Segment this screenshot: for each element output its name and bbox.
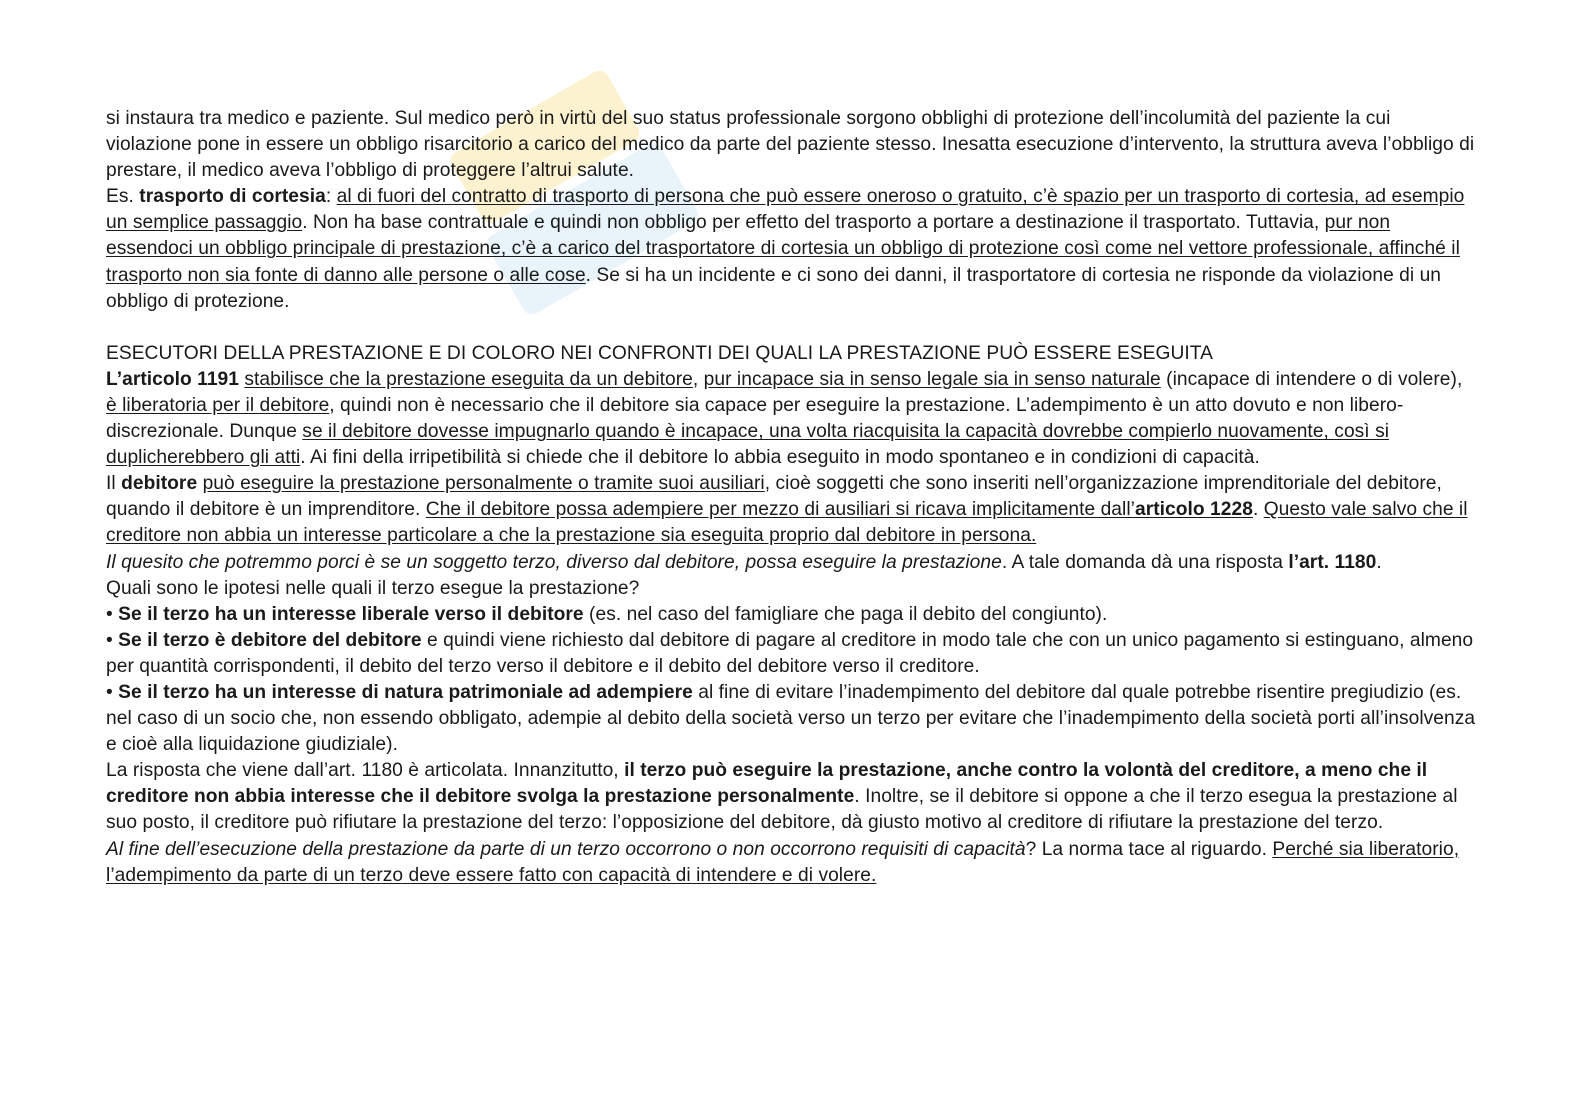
paragraph-1 <box>106 106 1476 184</box>
section-heading <box>106 341 1476 367</box>
text-run: Perché sia liberatorio, l’adempimento da parte di un terzo deve essere fatto con capacità di intendere e di volere. <box>106 838 1460 886</box>
text-run: . Non ha base contrattuale e quindi non obbligo per effetto del trasporto a portare a destinazione il trasportato. Tuttavia, <box>302 212 1325 234</box>
text-run: se il debitore dovesse impugnarlo quando è incapace, una volta riacquisita la capacità dovrebbe compierlo nuovamente, così si duplicherebbero gli atti <box>106 421 1390 469</box>
paragraph-6 <box>106 550 1476 576</box>
text-run: , quindi non è necessario che il debitore sia capace per eseguire la prestazione. L’adempimento è un atto dovuto e non libero-discrezionale. Dunque <box>106 394 1404 443</box>
text-run: trasporto di cortesia <box>139 186 326 208</box>
text-run: (incapace di intendere o di volere), <box>1160 368 1463 390</box>
text-run: è liberatoria per il debitore <box>106 394 330 416</box>
text-run: pur incapace sia in senso legale sia in senso naturale <box>703 368 1161 390</box>
text-run: , <box>692 368 704 390</box>
text-run: . A tale domanda dà una risposta <box>1001 551 1289 573</box>
text-run: l’art. 1180 <box>1288 551 1377 573</box>
text-run: • <box>106 603 119 625</box>
text-run: e quindi viene richiesto dal debitore di pagare al creditore in modo tale che con un unico pagamento si estinguano, almeno per quantità corrispondenti, il debito del terzo verso il debitore e il debito del debitore verso il creditore. <box>106 629 1474 677</box>
text-run: si instaura tra medico e paziente. Sul medico però in virtù del suo status professionale sorgono obblighi di protezione dell’incolumità del paziente la cui violazione pone in essere un obbligo risarcitorio a carico del medico da parte del paziente stesso. Inesatta esecuzione d’intervento, la struttura aveva l’obbligo di prestare, il medico aveva l’obbligo di proteggere l’altrui salute. <box>106 108 1475 182</box>
bullet-item-3 <box>106 680 1476 758</box>
text-run: . Ai fini della irripetibilità si chiede che il debitore lo abbia eseguito in modo spontaneo e in condizioni di capacità. <box>300 447 1260 469</box>
paragraph-4 <box>106 367 1476 471</box>
paragraph-gap <box>106 315 1476 341</box>
text-run: Quali sono le ipotesi nelle quali il terzo esegue la prestazione? <box>106 577 640 599</box>
text-run: Se il terzo ha un interesse di natura patrimoniale ad adempiere <box>118 681 693 703</box>
paragraph-11 <box>106 758 1476 836</box>
text-run: , cioè soggetti che sono inseriti nell’organizzazione imprenditoriale del debitore, quando il debitore è un imprenditore. <box>106 473 1442 521</box>
paragraph-2 <box>106 184 1476 314</box>
text-run: (es. nel caso del famigliare che paga il debito del congiunto). <box>583 603 1108 625</box>
text-run: stabilisce che la prestazione eseguita da un debitore <box>244 368 693 390</box>
text-run: . <box>1252 499 1264 521</box>
text-run: Il quesito che potremmo porci è se un soggetto terzo, diverso dal debitore, possa eseguire la prestazione <box>106 551 1002 573</box>
text-run: Il <box>106 473 122 495</box>
text-run: Se il terzo ha un interesse liberale verso il debitore <box>118 603 584 625</box>
document-body <box>106 106 1476 889</box>
text-run: L’articolo 1191 <box>106 368 239 390</box>
text-run: debitore <box>121 473 198 495</box>
text-run: il terzo può eseguire la prestazione, anche contro la volontà del creditore, a meno che il creditore non abbia interesse che il debitore svolga la prestazione personalmente <box>106 760 1428 808</box>
bullet-item-1 <box>106 602 1476 628</box>
text-run: al fine di evitare l’inadempimento del debitore dal quale potrebbe risentire pregiudizio (es. nel caso di un socio che, non essendo obbligato, adempie al debito della società verso un terzo per evitare che l’inadempimento della società porti all’insolvenza e cioè alla liquidazione giudiziale). <box>106 681 1476 756</box>
text-run: Che il debitore possa adempiere per mezzo di ausiliari si ricava implicitamente dall’ <box>425 499 1135 521</box>
text-run: ? La norma tace al riguardo. <box>1025 838 1273 860</box>
bullet-item-2 <box>106 628 1476 680</box>
text-run: . Inoltre, se il debitore si oppone a che il terzo esegua la prestazione al suo posto, il creditore può rifiutare la prestazione del terzo: l’opposizione del debitore, dà giusto motivo al creditore di rifiutare la prestazione del terzo. <box>106 786 1458 834</box>
text-run: La risposta che viene dall’art. 1180 è articolata. Innanzitutto, <box>106 760 625 782</box>
text-run: • <box>106 629 119 651</box>
paragraph-5 <box>106 471 1476 549</box>
text-run: • <box>106 681 119 703</box>
text-run: : <box>325 186 337 208</box>
text-run: Se il terzo è debitore del debitore <box>118 629 422 651</box>
paragraph-12 <box>106 837 1476 889</box>
text-run: Questo vale salvo che il creditore non abbia un interesse particolare a che la prestazione sia eseguita proprio dal debitore in persona. <box>106 499 1468 547</box>
text-run: ESECUTORI DELLA PRESTAZIONE E DI COLORO NEI CONFRONTI DEI QUALI LA PRESTAZIONE PUÒ ESSERE ESEGUITA <box>106 342 1213 364</box>
text-run: può eseguire la prestazione personalmente o tramite suoi ausiliari <box>202 473 765 495</box>
text-run: al di fuori del contratto di trasporto di persona che può essere oneroso o gratuito, c’è spazio per un trasporto di cortesia, ad esempio un semplice passaggio <box>106 186 1465 234</box>
text-run: Al fine dell’esecuzione della prestazione da parte di un terzo occorrono o non occorrono requisiti di capacità <box>106 838 1026 860</box>
text-run: articolo 1228 <box>1134 499 1253 521</box>
text-run: Es. <box>106 186 140 208</box>
text-run: . Se si ha un incidente e ci sono dei danni, il trasportatore di cortesia ne risponde da violazione di un obbligo di protezione. <box>106 264 1442 312</box>
text-run: . <box>1376 551 1382 573</box>
paragraph-7 <box>106 576 1476 602</box>
text-run: pur non essendoci un obbligo principale di prestazione, c’è a carico del trasportatore di cortesia un obbligo di protezione così come nel vettore professionale, affinché il trasporto non sia fonte di danno alle persone o alle cose <box>106 212 1460 286</box>
